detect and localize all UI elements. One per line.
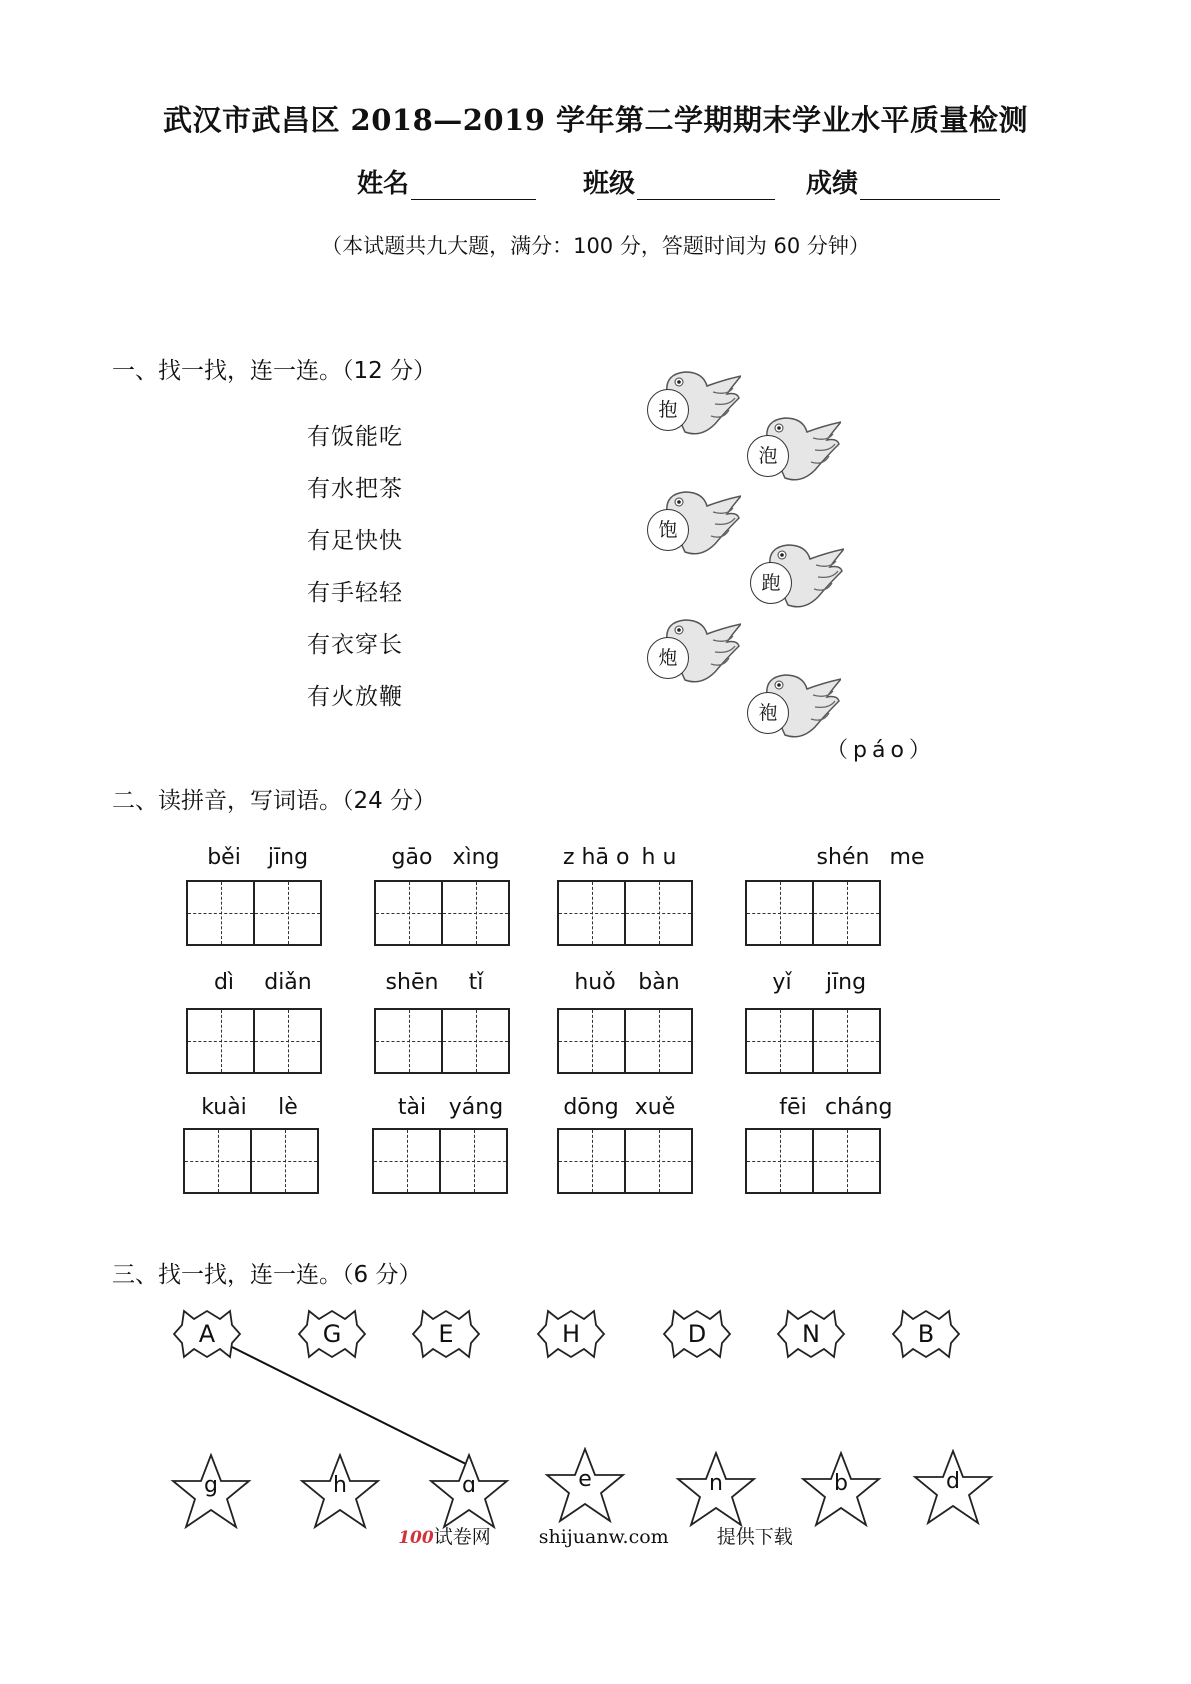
provide-download-text: 提供下载 xyxy=(716,1526,793,1548)
bird-character: 跑 xyxy=(750,562,792,604)
lowercase-letter: h xyxy=(333,1473,347,1498)
site-url[interactable]: shijuanw.com xyxy=(538,1526,669,1548)
section2-heading: 二、读拼音，写词语。（24 分） xyxy=(112,788,437,814)
class-label: 班级 xyxy=(583,169,636,199)
pinyin-label: fēi cháng xyxy=(779,1095,893,1120)
lowercase-star[interactable] xyxy=(299,1453,381,1531)
exam-note: （本试题共九大题，满分：100 分，答题时间为 60 分钟） xyxy=(321,234,870,258)
lowercase-letter: ɑ xyxy=(462,1473,476,1498)
section3-heading: 三、找一找，连一连。（6 分） xyxy=(112,1262,422,1288)
phrase-item: 有火放鞭 xyxy=(307,684,403,710)
pinyin-label: dì diǎn xyxy=(213,970,312,995)
phrase-item: 有手轻轻 xyxy=(307,580,403,606)
lowercase-star[interactable] xyxy=(544,1447,626,1525)
lowercase-letter: d xyxy=(946,1469,960,1494)
uppercase-badge[interactable] xyxy=(891,1309,961,1359)
lowercase-star[interactable] xyxy=(170,1453,252,1531)
uppercase-badge[interactable] xyxy=(536,1309,606,1359)
site-name: 试卷网 xyxy=(433,1526,491,1548)
lowercase-letter: g xyxy=(204,1473,218,1498)
uppercase-letter: N xyxy=(802,1320,820,1348)
bird-character: 饱 xyxy=(647,509,689,551)
pinyin-label: kuài lè xyxy=(201,1095,298,1120)
pinyin-label: gāo xìng xyxy=(391,845,500,870)
lowercase-star[interactable] xyxy=(675,1451,757,1529)
section1-heading: 一、找一找，连一连。（12 分） xyxy=(112,358,437,384)
score-label: 成绩 xyxy=(806,169,859,199)
site-logo: 100 xyxy=(398,1528,434,1548)
lowercase-letter: n xyxy=(709,1471,723,1496)
uppercase-letter: E xyxy=(438,1320,454,1348)
uppercase-badge[interactable] xyxy=(172,1309,242,1359)
uppercase-letter: G xyxy=(322,1320,342,1348)
pinyin-label: huǒ bàn xyxy=(574,970,680,995)
pinyin-label: shēn tǐ xyxy=(385,970,484,995)
page-footer xyxy=(0,1522,1191,1549)
bird-character: 袍 xyxy=(747,692,789,734)
uppercase-badge[interactable] xyxy=(297,1309,367,1359)
pinyin-label: tài yáng xyxy=(397,1095,504,1120)
bird-character: 抱 xyxy=(647,389,689,431)
pinyin-label: shén me xyxy=(816,845,925,870)
uppercase-letter: D xyxy=(687,1320,707,1348)
lowercase-star[interactable] xyxy=(912,1449,994,1527)
bird-character: 泡 xyxy=(747,435,789,477)
pinyin-label: běi jīng xyxy=(207,845,309,870)
name-label: 姓名 xyxy=(357,169,410,199)
phrase-item: 有衣穿长 xyxy=(307,632,403,658)
uppercase-letter: H xyxy=(561,1320,581,1348)
uppercase-badge[interactable] xyxy=(776,1309,846,1359)
phrase-item: 有饭能吃 xyxy=(307,424,403,450)
pinyin-hint: （páo） xyxy=(826,738,936,763)
phrase-item: 有足快快 xyxy=(307,528,403,554)
uppercase-letter: A xyxy=(198,1320,216,1348)
lowercase-star[interactable] xyxy=(428,1453,510,1531)
phrase-item: 有水把茶 xyxy=(307,476,403,502)
pinyin-label: z hā o h u xyxy=(563,845,677,870)
pinyin-label: dōng xuě xyxy=(563,1095,676,1120)
lowercase-letter: b xyxy=(834,1471,848,1496)
exam-title: 武汉市武昌区 2018—2019 学年第二学期期末学业水平质量检测 xyxy=(162,103,1029,137)
uppercase-letter: B xyxy=(917,1320,935,1348)
uppercase-badge[interactable] xyxy=(662,1309,732,1359)
pinyin-label: yǐ jīng xyxy=(772,970,867,995)
lowercase-letter: e xyxy=(578,1467,592,1492)
lowercase-star[interactable] xyxy=(800,1451,882,1529)
bird-character: 炮 xyxy=(647,637,689,679)
uppercase-badge[interactable] xyxy=(411,1309,481,1359)
